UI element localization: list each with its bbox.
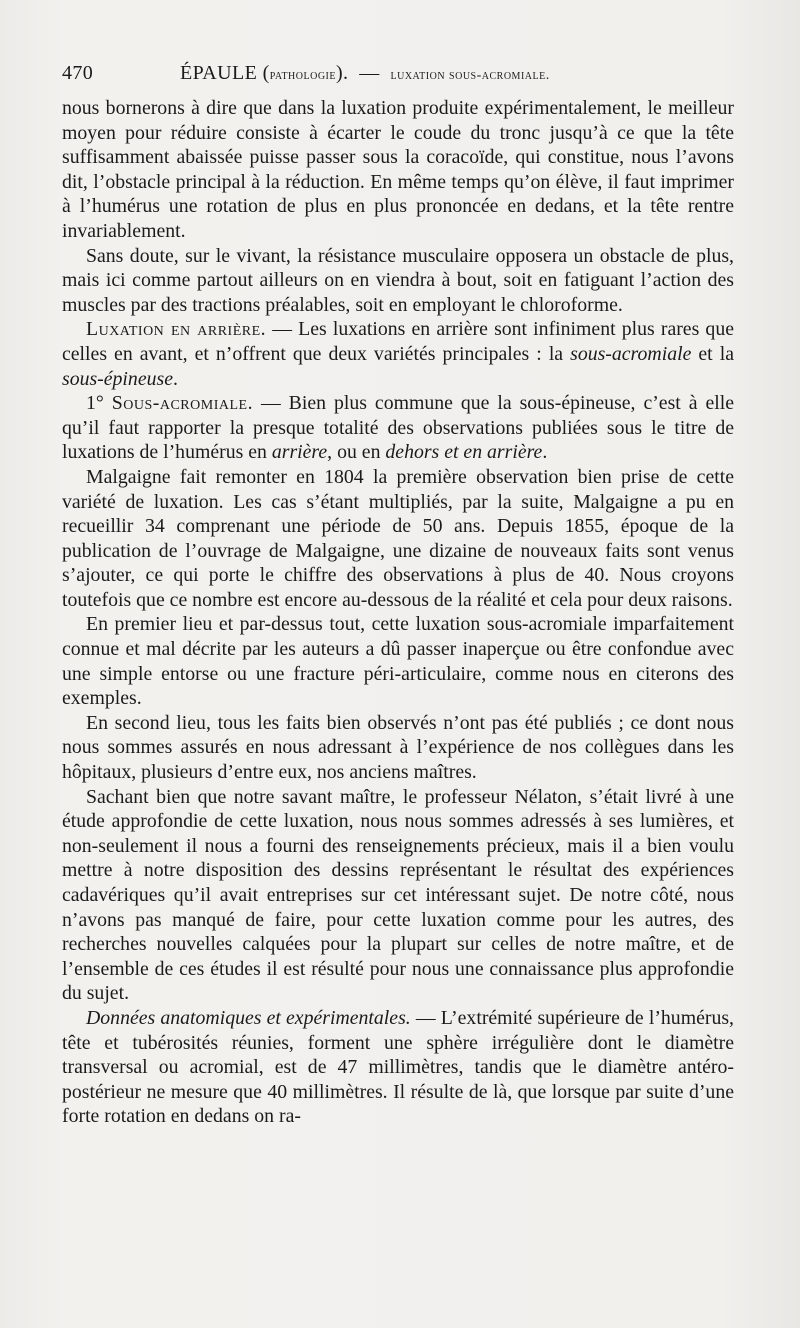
paragraph-4-text-a: — Bien plus commune que la sous-épineuse, c’est à elle qu’il faut rapporter la presque totalité des observations publiées sous le titre de luxations de l’humérus en	[62, 392, 735, 464]
running-head	[62, 58, 734, 96]
paragraph-8: Sachant bien que notre savant maître, le professeur Nélaton, s’était livré à une étude approfondie de cette luxation, nous nous sommes adressés à ses lumières, et non-seulement il nous a fourni des renseignements précieux, mais il a bien voulu mettre à notre disposition des dessins représentant le résultat des expériences cadavériques qu’il avait entreprises sur cet intéressant sujet. De notre côté, nous n’avons pas manqué de faire, pour cette luxation comme pour les autres, des recherches nouvelles calquées pour la plupart sur celles de notre maître, et de l’ensemble de ces études il est résulté pour nous une connaissance plus approfondie du sujet.	[62, 785, 734, 1005]
paragraph-4-italic-a: arrière	[271, 441, 328, 464]
paragraph-4-italic-b: dehors et en arrière	[385, 441, 543, 464]
section-lead-luxation-arriere: Luxation en arrière.	[86, 318, 267, 341]
paragraph-2: Sans doute, sur le vivant, la résistance musculaire opposera un obstacle de plus, mais ici comme partout ailleurs on en viendra à bout, soit en fatiguant l’action des muscles par des tractions préalables, soit en employant le chloroforme.	[62, 244, 734, 316]
paragraph-6: En premier lieu et par-dessus tout, cette luxation sous-acromiale imparfaitement connue et mal décrite par les auteurs a dû passer inaperçue ou être confondue avec une simple entorse ou une fracture péri-articulaire, comme nous en citerons des exemples.	[62, 613, 734, 710]
paragraph-3-italic-b: sous-épineuse	[62, 367, 173, 390]
paragraph-3-text-a: — Les luxations en arrière sont infiniment plus rares que celles en avant, et n’offrent que deux variétés principales : la	[62, 318, 734, 365]
paragraph-3-text-b: et la	[691, 342, 734, 365]
paragraph-3-italic-a: sous-acromiale	[570, 342, 692, 365]
page-number: 470	[62, 62, 94, 84]
running-title	[180, 58, 550, 91]
paragraph-7: En second lieu, tous les faits bien observés n’ont pas été publiés ; ce dont nous nous sommes assurés en nous adressant à l’expérience de nos collègues dans les hôpitaux, plusieurs d’entre eux, nos anciens maîtres.	[62, 711, 734, 784]
paragraph-9-text: — L’extrémité supérieure de l’humérus, tête et tubérosités réunies, forment une sphère irrégulière dont le diamètre transversal ou acromial, est de 47 millimètres, tandis que le diamètre antéro-postérieur ne mesure que 40 millimètres. Il résulte de là, que lorsque par suite d’une forte rotation en dedans on ra-	[62, 1006, 734, 1128]
paragraph-4-text-c: .	[542, 441, 548, 464]
paragraph-3	[62, 317, 734, 391]
paragraph-3-text-c: .	[172, 367, 178, 390]
running-title-main: ÉPAULE (	[180, 62, 270, 84]
running-title-close: ).	[336, 62, 349, 84]
paragraph-4-text-b: , ou en	[327, 441, 386, 464]
running-title-smallcaps: pathologie	[269, 68, 336, 83]
running-title-section: luxation sous-acromiale.	[390, 68, 550, 83]
paragraph-9	[62, 1006, 734, 1129]
body-text	[62, 96, 734, 1129]
paragraph-5: Malgaigne fait remonter en 1804 la première observation bien prise de cette variété de luxation. Les cas s’étant multipliés, par la suite, Malgaigne a pu en recueillir 34 comprenant une période de 50 ans. Depuis 1855, époque de la publication de l’ouvrage de Malgaigne, une dizaine de nouveaux faits sont venus s’ajouter, ce qui porte le chiffre des observations à plus de 40. Nous croyons toutefois que ce nombre est encore au-dessous de la réalité et cela pour deux raisons.	[62, 465, 734, 611]
section-lead-sous-acromiale: Sous-acromiale.	[111, 392, 254, 415]
paragraph-1: nous bornerons à dire que dans la luxation produite expérimentalement, le meilleur moyen pour réduire consiste à écarter le coude du tronc jusqu’à ce que la tête suffisamment abaissée puisse passer sous la coracoïde, qui constitue, nous l’avons dit, l’obstacle principal à la réduction. En même temps qu’on élève, il faut imprimer à l’humérus une rotation de plus en plus prononcée en dedans, et la tête rentre invariablement.	[62, 97, 734, 242]
running-title-dash: —	[359, 62, 380, 84]
section-number: 1°	[86, 392, 112, 415]
section-lead-donnees-anatomiques: Données anatomiques et expérimentales.	[86, 1006, 411, 1029]
paragraph-4	[62, 391, 734, 465]
